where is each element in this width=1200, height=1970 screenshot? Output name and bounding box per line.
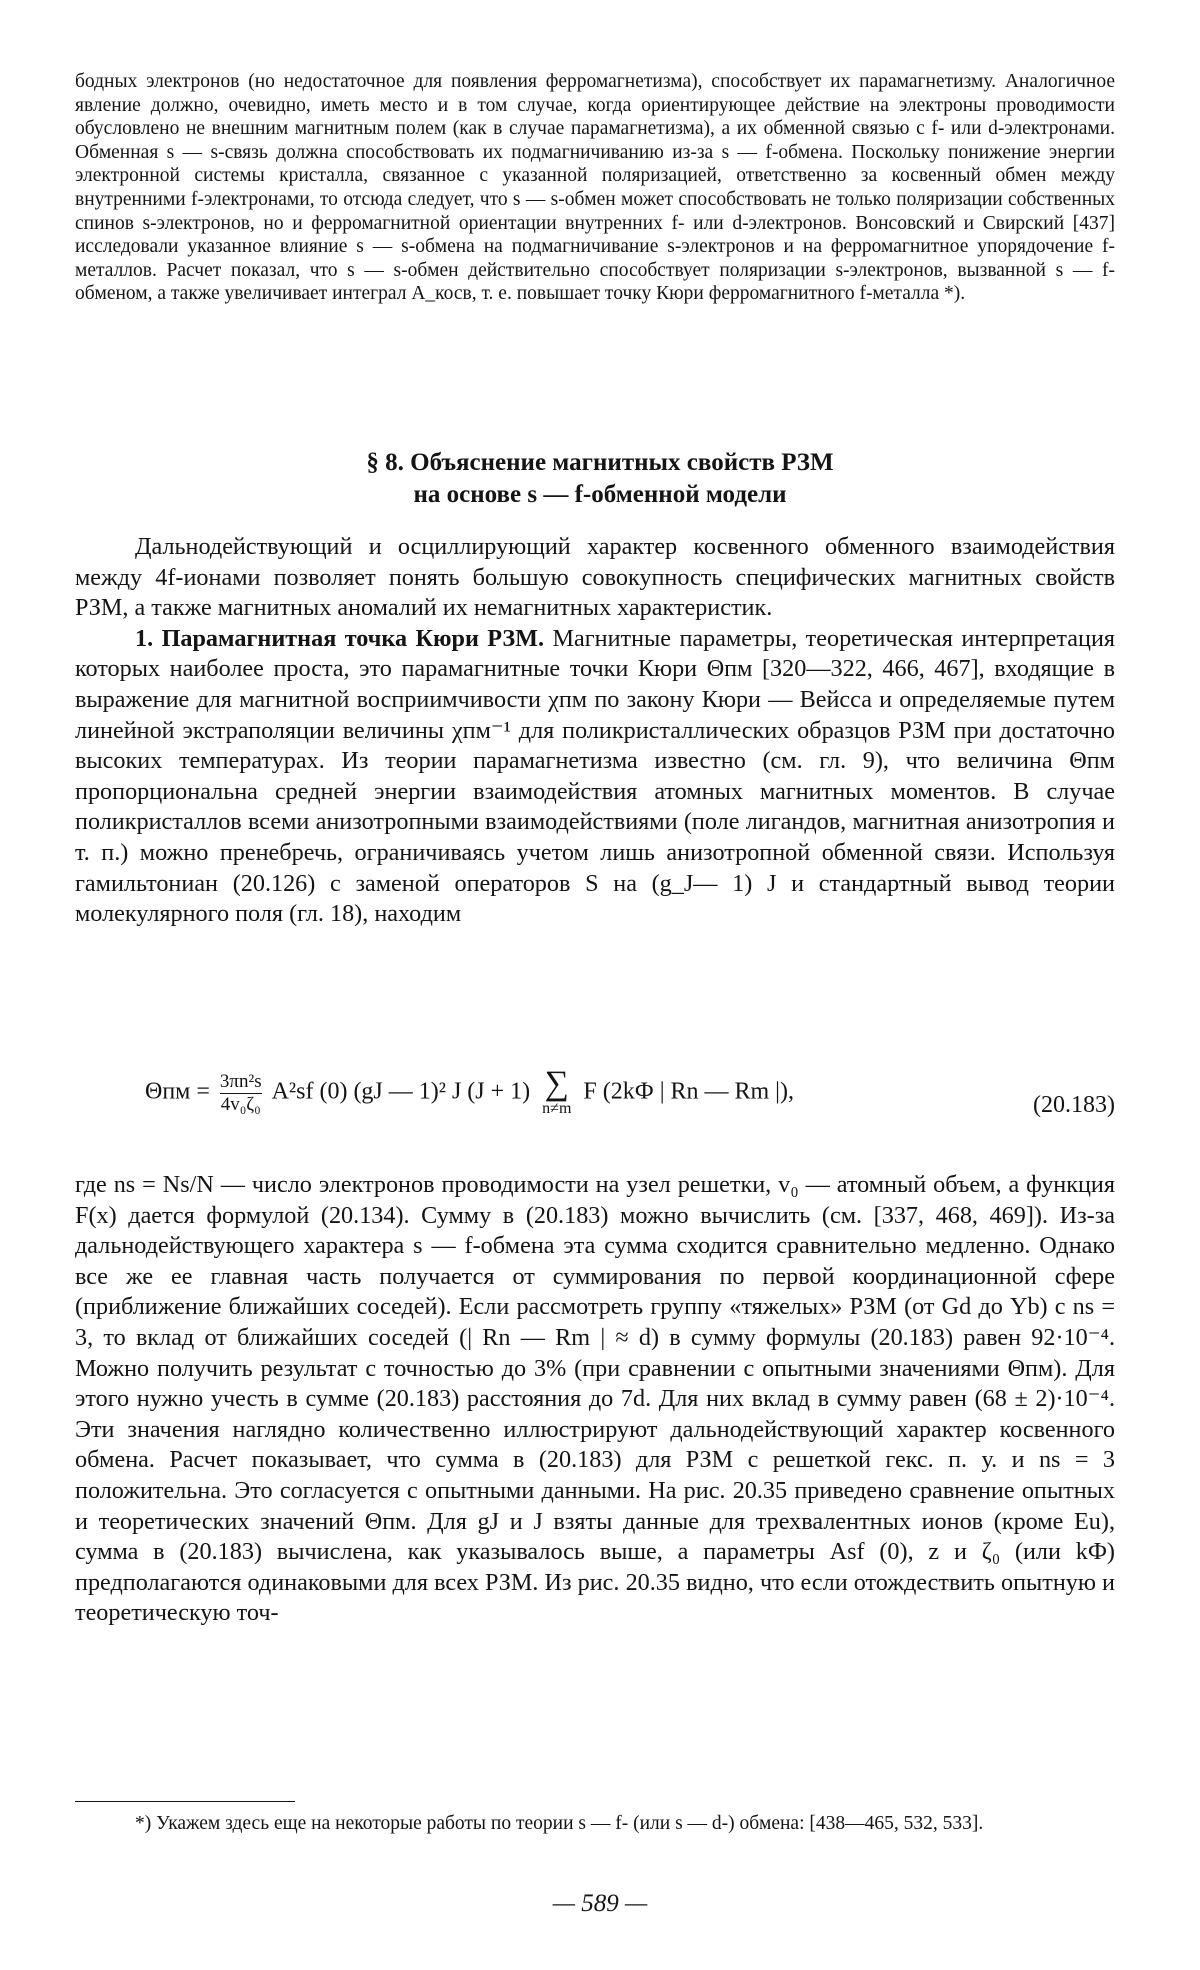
- section-title-line2: на основе s — f-обменной модели: [0, 479, 1200, 511]
- section-heading: [0, 447, 1200, 511]
- formula-number: (20.183): [1033, 1092, 1115, 1119]
- section-title-line1: § 8. Объяснение магнитных свойств РЗМ: [0, 447, 1200, 479]
- intro-paragraph: Дальнодействующий и осциллирующий характер косвенного обменного взаимодействия между 4f-ионами позволяет понять большую совокупность специфических магнитных свойств РЗМ, а также магнитных аномалий их немагнитных характеристик.: [75, 532, 1115, 624]
- main-text-upper: [75, 532, 1115, 930]
- formula-tail: F (2kФ | Rn — Rm |),: [583, 1079, 794, 1105]
- footnote: [75, 1812, 1115, 1836]
- book-page: [0, 0, 1200, 1970]
- formula-main-term: A²sf (0) (gJ — 1)² J (J + 1): [272, 1079, 531, 1105]
- formula-body: [145, 1068, 794, 1118]
- formula-sum: [542, 1068, 571, 1118]
- formula-fraction: [220, 1071, 262, 1116]
- paragraph-after-formula: где ns = Ns/N — число электронов проводимости на узел решетки, v₀ — атомный объем, а функция F(x) дается формулой (20.134). Сумму в (20.183) можно вычислить (см. [337, 468, 469]). Из-за дальнодействующего характера s — f-обмена эта сумма сходится сравнительно медленно. Однако все же ее главная часть получается от суммирования по первой координационной сфере (приближение ближайших соседей). Если рассмотреть группу «тяжелых» РЗМ (от Gd до Yb) с ns = 3, то вклад от ближайших соседей (| Rn — Rm | ≈ d) в сумму формулы (20.183) равен 92·10⁻⁴. Можно получить результат с точностью до 3% (при сравнении с опытными значениями Θпм). Для этого нужно учесть в сумме (20.183) расстояния до 7d. Для них вклад в сумму равен (68 ± 2)·10⁻⁴. Эти значения наглядно количественно иллюстрируют дальнодействующий характер косвенного обмена. Расчет показывает, что сумма в (20.183) для РЗМ с решеткой гекс. п. у. и ns = 3 положительна. Это согласуется с опытными данными. На рис. 20.35 приведено сравнение опытных и теоретических значений Θпм. Для gJ и J взяты данные для трехвалентных ионов (кроме Eu), сумма в (20.183) вычислена, как указывалось выше, а параметры Asf (0), z и ζ₀ (или kФ) предполагаются одинаковыми для всех РЗМ. Из рис. 20.35 видно, что если отождествить опытную и теоретическую точ-: [75, 1170, 1115, 1629]
- footnote-text: *) Укажем здесь еще на некоторые работы по теории s — f- (или s — d-) обмена: [438—465, 532, 533].: [75, 1812, 1115, 1836]
- item1-lead: 1. Парамагнитная точка Кюри РЗМ.: [135, 625, 544, 652]
- formula-lhs: Θпм =: [145, 1079, 210, 1105]
- item1-paragraph: [75, 624, 1115, 930]
- item1-text: Магнитные параметры, теоретическая интерпретация которых наиболее проста, это парамагнитные точки Кюри Θпм [320—322, 466, 467], входящие в выражение для магнитной восприимчивости χпм по закону Кюри — Вейсса и определяемые путем линейной экстраполяции величины χпм⁻¹ для поликристаллических образцов РЗМ при достаточно высоких температурах. Из теории парамагнетизма известно (см. гл. 9), что величина Θпм пропорциональна средней энергии взаимодействия атомных магнитных моментов. В случае поликристаллов всеми анизотропными взаимодействиями (поле лигандов, магнитная анизотропия и т. п.) можно пренебречь, ограничиваясь учетом лишь анизотропной обменной связи. Используя гамильтониан (20.126) с заменой операторов S на (g_J— 1) J и стандартный вывод теории молекулярного поля (гл. 18), находим: [75, 625, 1115, 927]
- sum-symbol: ∑: [542, 1068, 571, 1100]
- top-paragraph-text: бодных электронов (но недостаточное для появления ферромагнетизма), способствует их парамагнетизму. Аналогичное явление должно, очевидно, иметь место и в том случае, когда ориентирующее действие на электроны проводимости обусловлено не внешним магнитным полем (как в случае парамагнетизма), а их обменной связью с f- или d-электронами. Обменная s — s-связь должна способствовать их подмагничиванию из-за s — f-обмена. Поскольку понижение энергии электронной системы кристалла, связанное с указанной поляризацией, ответственно за косвенный обмен между внутренними f-электронами, то отсюда следует, что s — s-обмен может способствовать не только поляризации собственных спинов s-электронов, но и ферромагнитной ориентации внутренних f- или d-электронов. Вонсовский и Свирский [437] исследовали указанное влияние s — s-обмена на подмагничивание s-электронов и на ферромагнитное упорядочение f-металлов. Расчет показал, что s — s-обмен действительно способствует поляризации s-электронов, вызванной s — f-обменом, а также увеличивает интеграл A_косв, т. е. повышает точку Кюри ферромагнитного f-металла *).: [75, 70, 1115, 306]
- footnote-rule: [75, 1801, 295, 1802]
- sum-limit: n≠m: [542, 1100, 571, 1118]
- main-text-lower: [75, 1170, 1115, 1629]
- formula-20-183: [75, 1058, 1115, 1168]
- formula-fraction-denominator: 4v₀ζ₀: [220, 1093, 262, 1116]
- page-number: — 589 —: [0, 1890, 1200, 1918]
- top-paragraph: [75, 70, 1115, 306]
- formula-fraction-numerator: 3πn²s: [220, 1071, 262, 1093]
